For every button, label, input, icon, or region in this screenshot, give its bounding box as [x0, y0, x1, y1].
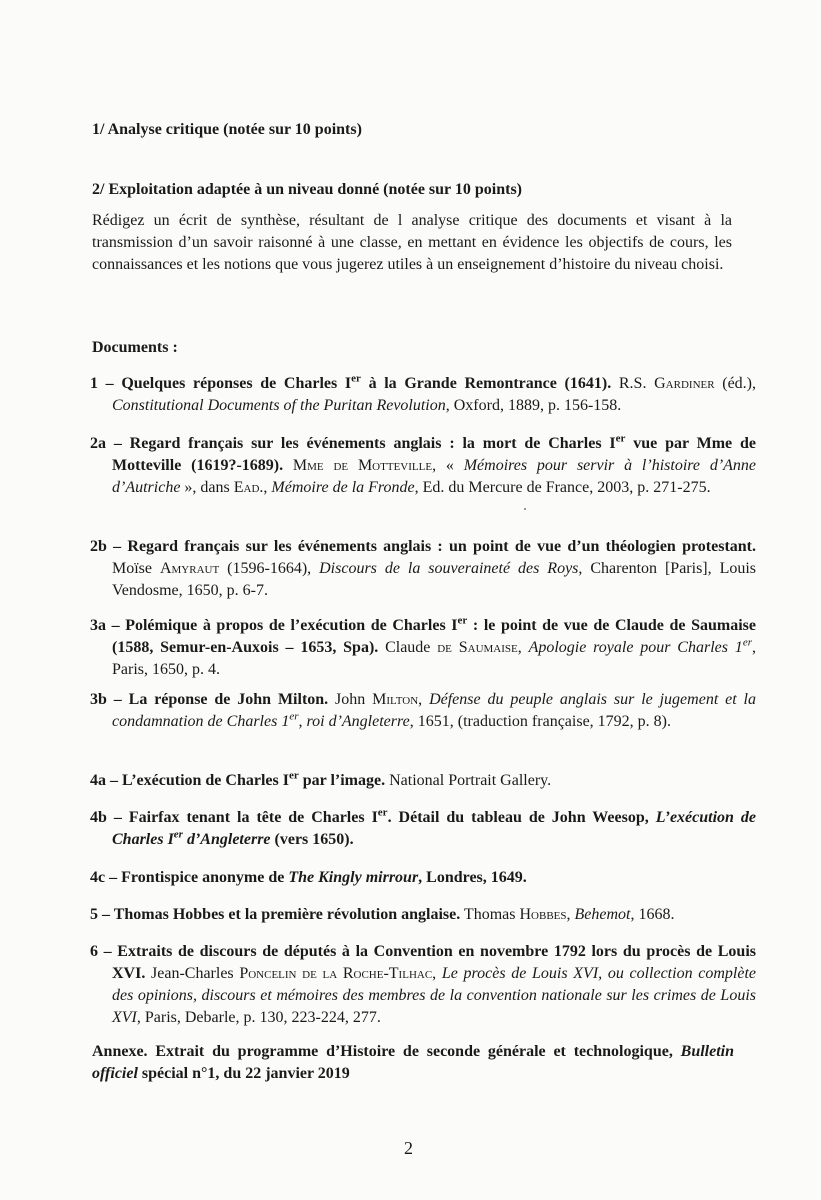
documents-heading: Documents :	[92, 339, 178, 356]
section-2-instructions: Rédigez un écrit de synthèse, résultant de l analyse critique des documents et visant à la transmission d’un savoir raisonné à une classe, en mettant en évidence les objectifs de cours, les connaissances et les notions que vous jugerez utiles à un enseignement d’histoire du niveau choisi.	[92, 212, 732, 273]
document-4b-entry	[90, 807, 756, 851]
annexe-title: Annexe. Extrait du programme d’Histoire de seconde générale et technologique, Bulletin officiel spécial n°1, du 22 janvier 2019	[92, 1043, 734, 1082]
document-2a-entry: 2a – Regard français sur les événements anglais : la mort de Charles Ier vue par Mme de Motteville (1619?-1689). Mme de Motteville, « Mémoires pour servir à l’histoire d’Anne d’Autriche », dans Ead., Mémoire de la Fronde, Ed. du Mercure de France, 2003, p. 271-275.	[90, 432, 757, 496]
annexe-entry	[92, 1041, 734, 1085]
document-5-title: 5 – Thomas Hobbes et la première révolution anglaise.	[90, 906, 461, 923]
document-3a-title: 3a – Polémique à propos de l’exécution de Charles Ier : le point de vue de Claude de Saumaise (1588, Semur-en-Auxois – 1653, Spa).	[90, 614, 756, 656]
document-3b-entry: 3b – La réponse de John Milton. John Milton, Défense du peuple anglais sur le jugement et la condamnation de Charles 1er, roi d’Angleterre, 1651, (traduction française, 1792, p. 8).	[90, 691, 757, 730]
document-4c-title: 4c – Frontispice anonyme de The Kingly mirrour, Londres, 1649.	[90, 869, 527, 886]
document-1-title: 1 – Quelques réponses de Charles Ier à la Grande Remontrance (1641).	[90, 372, 612, 392]
scan-speck	[524, 508, 526, 510]
page-number: 2	[404, 1138, 413, 1158]
document-4a-entry: 4a – L’exécution de Charles Ier par l’image. National Portrait Gallery.	[90, 769, 552, 789]
document-6-entry: 6 – Extraits de discours de députés à la Convention en novembre 1792 lors du procès de Louis XVI. Jean-Charles Poncelin de la Roche-Tilhac, Le procès de Louis XVI, ou collection complète des opinions, discours et mémoires des membres de la convention nationale sur les crimes de Louis XVI, Paris, Debarle, p. 130, 223-224, 277.	[90, 943, 756, 1026]
document-4b-title: 4b – Fairfax tenant la tête de Charles Ier. Détail du tableau de John Weesop, L’exécution de Charles Ier d’Angleterre (vers 1650).	[90, 806, 757, 848]
document-3b-title: 3b – La réponse de John Milton.	[90, 691, 329, 708]
document-3a-entry: 3a – Polémique à propos de l’exécution de Charles Ier : le point de vue de Claude de Saumaise (1588, Semur-en-Auxois – 1653, Spa). Claude de Saumaise, Apologie royale pour Charles 1er, Paris, 1650, p. 4.	[90, 614, 756, 678]
document-5-entry: 5 – Thomas Hobbes et la première révolution anglaise. Thomas Hobbes, Behemot, 1668.	[90, 906, 675, 923]
document-4c-entry	[90, 867, 756, 889]
section-2-heading: 2/ Exploitation adaptée à un niveau donné (notée sur 10 points)	[92, 181, 522, 198]
section-1-heading: 1/ Analyse critique (notée sur 10 points)	[92, 121, 362, 138]
document-2b-entry: 2b – Regard français sur les événements anglais : un point de vue d’un théologien protestant. Moïse Amyraut (1596-1664), Discours de la souveraineté des Roys, Charenton [Paris], Louis Vendosme, 1650, p. 6-7.	[90, 538, 757, 599]
document-6-title: 6 – Extraits de discours de députés à la Convention en novembre 1792 lors du procès de Louis XVI.	[90, 943, 756, 982]
document-2a-title: 2a – Regard français sur les événements anglais : la mort de Charles Ier vue par Mme de Motteville (1619?-1689).	[90, 432, 757, 474]
document-2b-title: 2b – Regard français sur les événements anglais : un point de vue d’un théologien protestant.	[90, 538, 756, 555]
document-1-entry: 1 – Quelques réponses de Charles Ier à la Grande Remontrance (1641). R.S. Gardiner (éd.), Constitutional Documents of the Puritan Revolution, Oxford, 1889, p. 156-158.	[90, 372, 757, 414]
document-4a-title: 4a – L’exécution de Charles Ier par l’image.	[90, 769, 386, 789]
